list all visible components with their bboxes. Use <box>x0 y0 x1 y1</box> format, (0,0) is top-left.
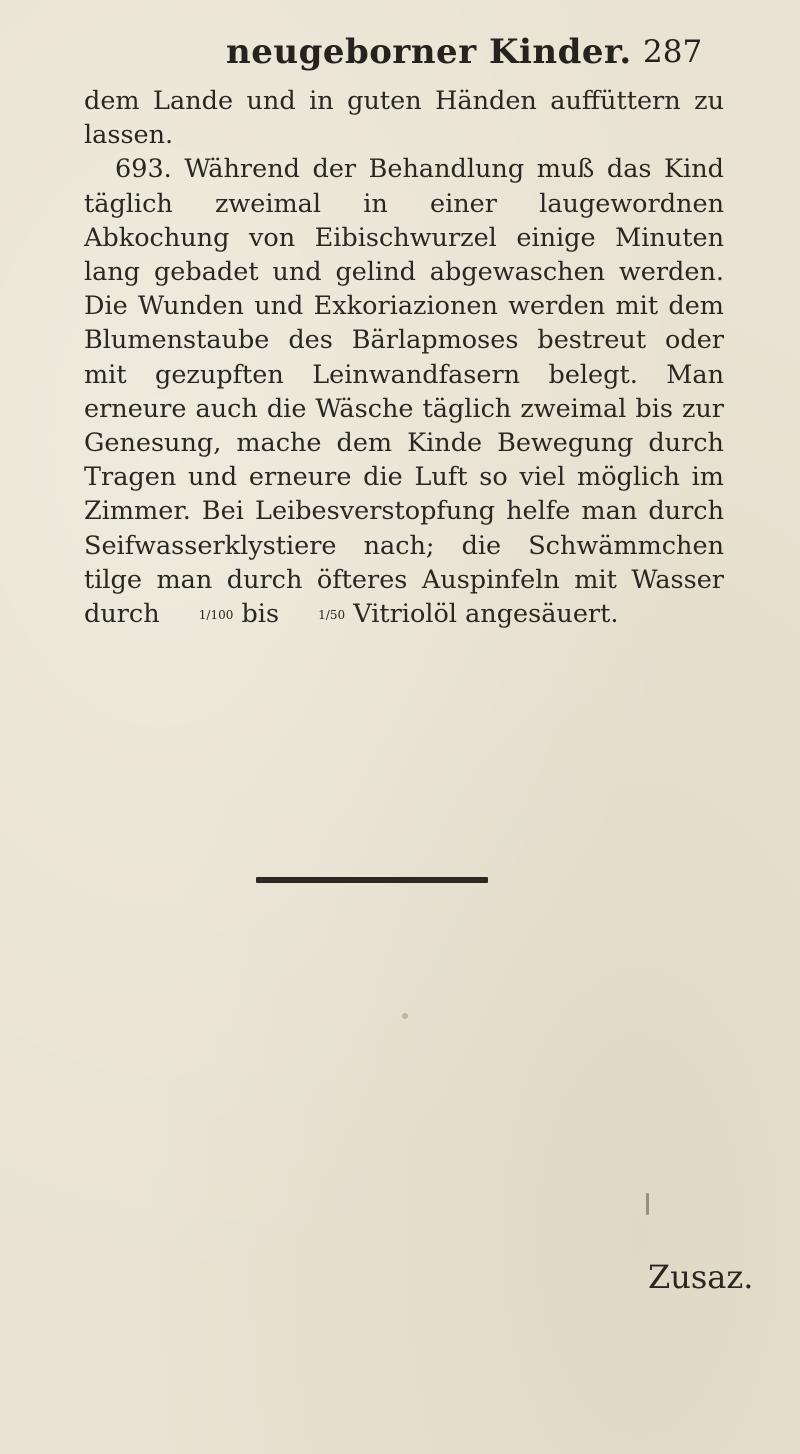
fraction-denominator: 100 <box>210 608 234 623</box>
fraction-numerator: 1 <box>318 608 326 623</box>
paragraph-693-ending: Vitriolöl angesäuert. <box>353 599 619 630</box>
catchword: Zusaz. <box>648 1258 754 1296</box>
page-number: 287 <box>643 34 703 70</box>
fraction-numerator: 1 <box>198 608 207 623</box>
section-divider-rule <box>256 877 488 883</box>
body-text <box>84 84 724 631</box>
paragraph-693-text: 693. Während der Behandlung muß das Kind täglich zweimal in einer laugewordnen Abkochung von Eibischwurzel einige Minuten lang gebadet und gelind abgewaschen werden. Die Wunden und Exkoriazionen werden mit dem Blumenstaube des Bärlapmoses bestreut oder mit gezupften Leinwandfasern belegt. Man erneure auch die Wäsche täglich zweimal bis zur Genesung, mache dem Kinde Bewegung durch Tragen und erneure die Luft so viel möglich im Zimmer. Bei Leibesverstopfung helfe man durch Seifwasserklystiere nach; die Schwämmchen tilge man durch öfteres Auspinfeln mit Wasser durch <box>84 154 724 630</box>
paper-spot <box>402 1013 408 1019</box>
page-header <box>0 26 800 74</box>
running-title: neugeborner Kinder. <box>226 32 632 72</box>
paper-spot <box>646 1193 649 1215</box>
paragraph-continuation: dem Lande und in guten Händen auffüttern zu lassen. <box>84 86 724 151</box>
fraction-one-hundredth: 1/100 <box>198 608 234 623</box>
fraction-denominator: 50 <box>329 608 346 623</box>
word-bis: bis <box>241 599 280 630</box>
paragraph-693 <box>84 152 724 631</box>
fraction-one-fiftieth: 1/50 <box>318 608 346 623</box>
